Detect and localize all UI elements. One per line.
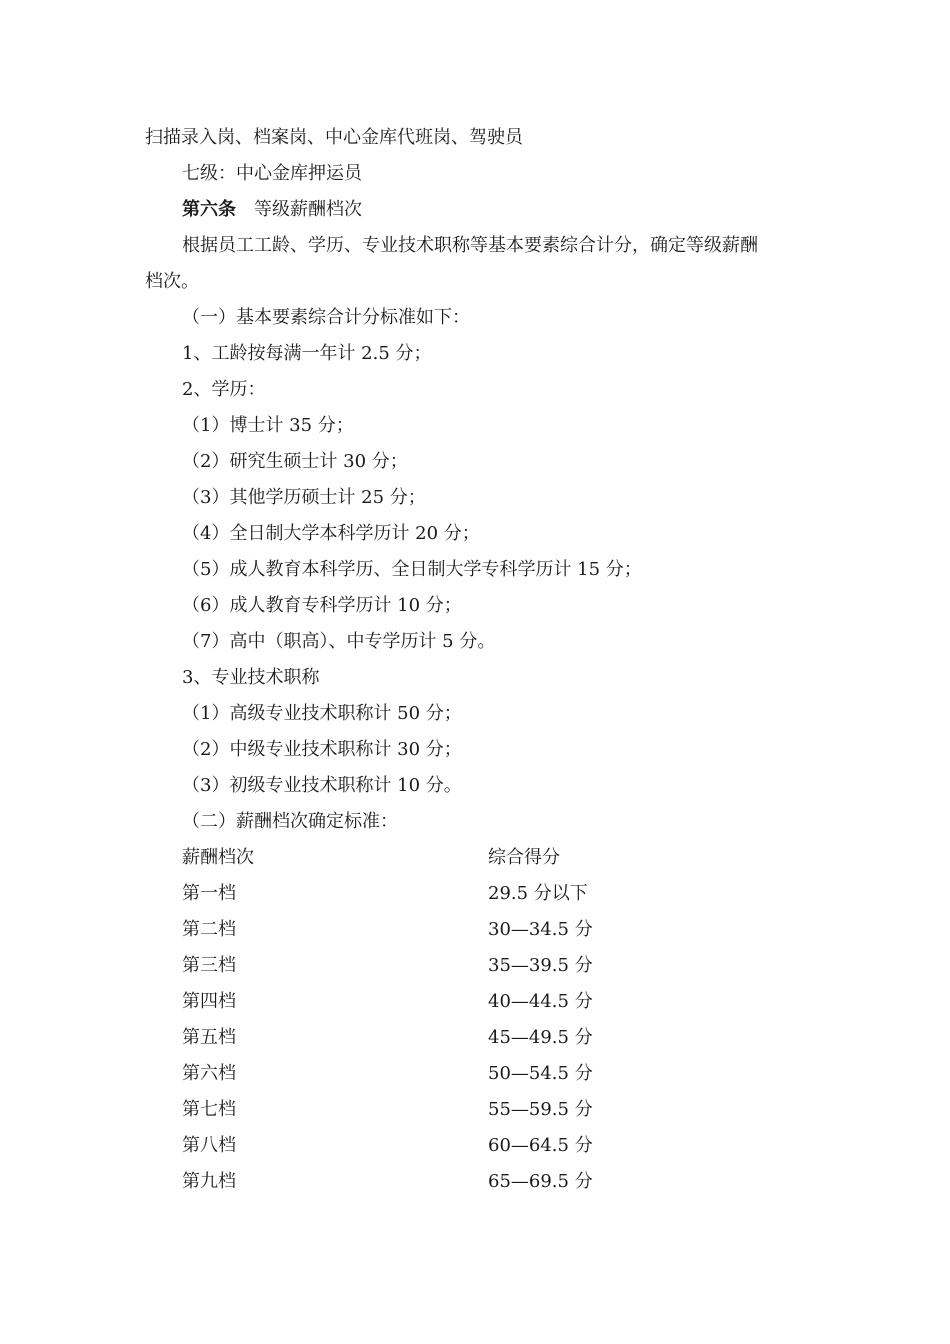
paragraph-line-cont: 档次。 [145,271,199,292]
list-item: （4）全日制大学本科学历计 20 分； [182,523,480,544]
body-text-line: 扫描录入岗、档案岗、中心金库代班岗、驾驶员 [145,127,523,148]
list-item: （3）初级专业技术职称计 10 分。 [182,775,462,796]
table-cell-grade: 第七档 [182,1099,236,1120]
list-item: （2）研究生硕士计 30 分； [182,451,408,472]
table-header-score: 综合得分 [488,847,560,868]
list-item: （2）中级专业技术职称计 30 分； [182,739,462,760]
table-cell-grade: 第二档 [182,919,236,940]
table-cell-grade: 第六档 [182,1063,236,1084]
paragraph-line: 根据员工工龄、学历、专业技术职称等基本要素综合计分，确定等级薪酬 [182,235,758,256]
list-item: （3）其他学历硕士计 25 分； [182,487,426,508]
list-item: 1、工龄按每满一年计 2.5 分； [182,343,432,364]
article-label: 第六条 [182,199,236,220]
section-heading: （二）薪酬档次确定标准： [182,811,398,832]
section-heading: （一）基本要素综合计分标准如下： [182,307,470,328]
list-item: 3、专业技术职称 [182,667,320,688]
article-title: 等级薪酬档次 [254,199,362,220]
table-cell-score: 40—44.5 分 [488,991,593,1012]
table-header-grade: 薪酬档次 [182,847,254,868]
table-cell-score: 65—69.5 分 [488,1171,593,1192]
table-cell-grade: 第四档 [182,991,236,1012]
table-cell-score: 30—34.5 分 [488,919,593,940]
table-cell-score: 55—59.5 分 [488,1099,593,1120]
table-cell-score: 60—64.5 分 [488,1135,593,1156]
list-item: （1）博士计 35 分； [182,415,354,436]
list-item: （6）成人教育专科学历计 10 分； [182,595,462,616]
table-cell-grade: 第九档 [182,1171,236,1192]
table-cell-score: 45—49.5 分 [488,1027,593,1048]
list-item: （5）成人教育本科学历、全日制大学专科学历计 15 分； [182,559,642,580]
list-item: 2、学历： [182,379,266,400]
table-cell-grade: 第五档 [182,1027,236,1048]
table-cell-score: 50—54.5 分 [488,1063,593,1084]
table-cell-score: 29.5 分以下 [488,883,588,904]
table-cell-grade: 第三档 [182,955,236,976]
table-cell-grade: 第一档 [182,883,236,904]
list-item: （7）高中（职高）、中专学历计 5 分。 [182,631,496,652]
article-heading [182,199,362,221]
table-cell-score: 35—39.5 分 [488,955,593,976]
table-cell-grade: 第八档 [182,1135,236,1156]
list-item: （1）高级专业技术职称计 50 分； [182,703,462,724]
level-seven-line: 七级：中心金库押运员 [182,163,362,184]
